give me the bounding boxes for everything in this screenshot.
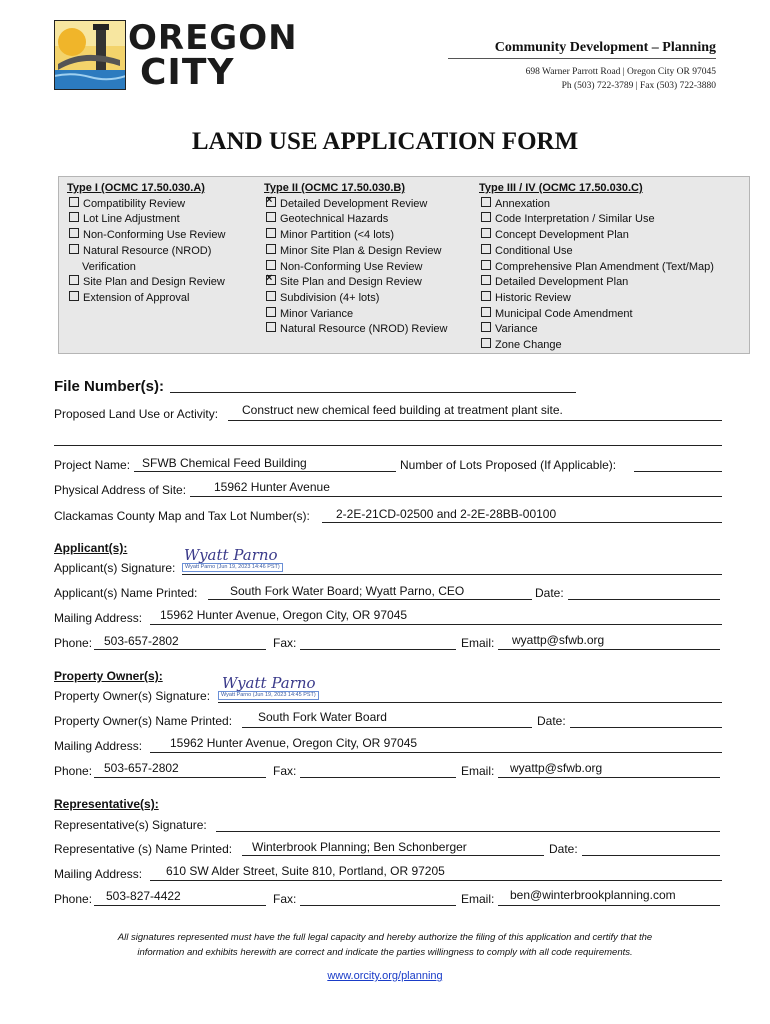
representative-email-field[interactable] — [498, 905, 720, 906]
applicant-email-label: Email: — [461, 636, 495, 650]
type-option-label: Variance — [495, 323, 538, 336]
applicant-name-value: South Fork Water Board; Wyatt Parno, CEO — [230, 584, 465, 598]
proposed-value: Construct new chemical feed building at treatment plant site. — [242, 403, 563, 417]
certification-note-line-2: information and exhibits herewith are correct and indicate the parties willingness to comply with all code requirements. — [137, 947, 633, 958]
site-address-field[interactable] — [190, 496, 722, 497]
applicant-fax-label: Fax: — [273, 636, 297, 650]
type-option — [67, 228, 225, 244]
type-option-label: Lot Line Adjustment — [83, 213, 180, 226]
project-name-label: Project Name: — [54, 458, 131, 472]
applicant-phone-field[interactable] — [94, 649, 266, 650]
owner-fax-field[interactable] — [300, 777, 456, 778]
checkbox[interactable] — [266, 291, 276, 301]
type-option-label: Minor Site Plan & Design Review — [280, 244, 442, 257]
type-option — [264, 307, 448, 323]
type-option-label: Compatibility Review — [83, 197, 186, 210]
checkbox[interactable] — [481, 291, 491, 301]
owner-date-label: Date: — [537, 714, 566, 728]
type-option — [264, 228, 448, 244]
applicant-signature: Wyatt Parno — [184, 546, 278, 564]
lots-label: Number of Lots Proposed (If Applicable): — [400, 458, 617, 472]
type-option — [479, 275, 714, 291]
type-option-label: Detailed Development Plan — [495, 276, 629, 289]
site-address-label: Physical Address of Site: — [54, 483, 187, 497]
type-option — [67, 212, 225, 228]
representative-mailing-value: 610 SW Alder Street, Suite 810, Portland, OR 97205 — [166, 864, 445, 878]
checkbox[interactable] — [481, 228, 491, 238]
type-option-label: Municipal Code Amendment — [495, 307, 633, 320]
type-option-label: Minor Partition (<4 lots) — [280, 229, 395, 242]
checkbox[interactable] — [481, 338, 491, 348]
representative-phone-label: Phone: — [54, 892, 93, 906]
city-logo — [54, 20, 126, 90]
applicant-mailing-value: 15962 Hunter Avenue, Oregon City, OR 97045 — [160, 608, 408, 622]
type-option — [264, 322, 448, 338]
type-ii-column — [264, 181, 448, 338]
applicant-name-label: Applicant(s) Name Printed: — [54, 586, 198, 600]
owner-mailing-field[interactable] — [150, 752, 722, 753]
owner-signature-label: Property Owner(s) Signature: — [54, 689, 211, 703]
checkbox[interactable] — [481, 275, 491, 285]
applicant-email-value: wyattp@sfwb.org — [512, 633, 605, 647]
checkbox[interactable] — [481, 244, 491, 254]
tax-lot-label: Clackamas County Map and Tax Lot Number(s): — [54, 509, 310, 523]
type-option-label: Annexation — [495, 197, 551, 210]
checkbox[interactable] — [481, 212, 491, 222]
representative-fax-label: Fax: — [273, 892, 297, 906]
type-option-label: Conditional Use — [495, 244, 573, 257]
owner-name-field[interactable] — [242, 727, 532, 728]
applicant-mailing-label: Mailing Address: — [54, 611, 143, 625]
type-heading: Type II (OCMC 17.50.030.B) — [264, 182, 406, 194]
type-heading: Type I (OCMC 17.50.030.A) — [67, 182, 205, 194]
type-option-label: Verification — [82, 260, 136, 273]
type-option — [479, 260, 714, 276]
owner-fax-label: Fax: — [273, 764, 297, 778]
type-option-label: Code Interpretation / Similar Use — [495, 213, 655, 226]
logo-word-oregon: OREGON — [128, 18, 298, 58]
project-name-field[interactable] — [134, 471, 396, 472]
representative-heading: Representative(s): — [54, 797, 159, 811]
owner-name-label: Property Owner(s) Name Printed: — [54, 714, 233, 728]
form-title: LAND USE APPLICATION FORM — [191, 128, 579, 155]
representative-mailing-label: Mailing Address: — [54, 867, 143, 881]
type-option — [67, 275, 225, 291]
checkbox[interactable] — [266, 212, 276, 222]
type-option — [479, 322, 714, 338]
applicant-date-label: Date: — [535, 586, 564, 600]
owner-signature: Wyatt Parno — [222, 674, 316, 692]
type-option-label: Natural Resource (NROD) — [83, 244, 212, 257]
applicant-fax-field[interactable] — [300, 649, 456, 650]
representative-date-field[interactable] — [582, 855, 720, 856]
owner-mailing-label: Mailing Address: — [54, 739, 143, 753]
file-number-field[interactable] — [170, 392, 576, 393]
type-option — [264, 291, 448, 307]
type-option-label: Non-Conforming Use Review — [280, 260, 423, 273]
representative-name-field[interactable] — [242, 855, 544, 856]
type-option-label: Detailed Development Review — [280, 197, 428, 210]
planning-website-link[interactable]: www.orcity.org/planning — [327, 970, 443, 982]
site-address-value: 15962 Hunter Avenue — [214, 480, 330, 494]
tax-lot-value: 2-2E-21CD-02500 and 2-2E-28BB-00100 — [336, 507, 557, 521]
applicant-signature-label: Applicant(s) Signature: — [54, 561, 176, 575]
applicant-name-field[interactable] — [208, 599, 532, 600]
representative-date-label: Date: — [549, 842, 578, 856]
owner-email-label: Email: — [461, 764, 495, 778]
type-iii-iv-column — [479, 181, 714, 354]
owner-mailing-value: 15962 Hunter Avenue, Oregon City, OR 97045 — [170, 736, 418, 750]
type-option-label: Minor Variance — [280, 307, 354, 320]
type-option — [479, 197, 714, 213]
owner-heading: Property Owner(s): — [54, 669, 163, 683]
proposed-field-line-2[interactable] — [54, 445, 722, 446]
representative-phone-value: 503-827-4422 — [106, 889, 181, 903]
representative-email-value: ben@winterbrookplanning.com — [510, 888, 676, 902]
type-option-label: Non-Conforming Use Review — [83, 229, 226, 242]
header-divider — [448, 58, 716, 59]
representative-signature-field[interactable] — [216, 831, 720, 832]
applicant-date-field[interactable] — [568, 599, 720, 600]
representative-name-value: Winterbrook Planning; Ben Schonberger — [252, 840, 467, 854]
type-option — [264, 212, 448, 228]
type-option — [479, 228, 714, 244]
type-option-label: Geotechnical Hazards — [280, 213, 389, 226]
checked-checkbox[interactable] — [266, 275, 276, 285]
type-option-label: Historic Review — [495, 291, 571, 304]
checkbox[interactable] — [69, 275, 79, 285]
type-option — [264, 244, 448, 260]
checkbox[interactable] — [69, 197, 79, 207]
type-heading: Type III / IV (OCMC 17.50.030.C) — [479, 182, 643, 194]
owner-date-field[interactable] — [570, 727, 722, 728]
representative-mailing-field[interactable] — [150, 880, 722, 881]
lots-field[interactable] — [634, 471, 722, 472]
applicant-signature-stamp: Wyatt Parno (Jun 19, 2023 14:46 PST) — [182, 563, 283, 572]
department-name: Community Development – Planning — [494, 40, 716, 55]
type-option — [479, 338, 714, 354]
checkbox[interactable] — [69, 244, 79, 254]
type-option — [264, 275, 448, 291]
representative-signature-label: Representative(s) Signature: — [54, 818, 207, 832]
checkbox[interactable] — [481, 197, 491, 207]
applicant-mailing-field[interactable] — [150, 624, 722, 625]
proposed-label: Proposed Land Use or Activity: — [54, 407, 219, 421]
owner-name-value: South Fork Water Board — [258, 710, 387, 724]
office-phone: Ph (503) 722-3789 | Fax (503) 722-3880 — [561, 81, 716, 91]
type-option-label: Subdivision (4+ lots) — [280, 291, 380, 304]
type-option-label: Comprehensive Plan Amendment (Text/Map) — [495, 260, 714, 273]
type-option — [479, 291, 714, 307]
checkbox[interactable] — [481, 307, 491, 317]
applicant-email-field[interactable] — [498, 649, 720, 650]
owner-signature-field[interactable] — [218, 702, 722, 703]
file-number-label: File Number(s): — [54, 378, 165, 395]
checkbox[interactable] — [266, 307, 276, 317]
checkbox[interactable] — [481, 260, 491, 270]
proposed-field[interactable] — [228, 420, 722, 421]
type-option — [67, 197, 225, 213]
type-option — [479, 212, 714, 228]
project-name-value: SFWB Chemical Feed Building — [142, 456, 307, 470]
type-option-label: Site Plan and Design Review — [83, 276, 225, 289]
type-option — [67, 244, 225, 260]
checkbox[interactable] — [266, 260, 276, 270]
type-option-label: Site Plan and Design Review — [280, 276, 422, 289]
applicant-heading: Applicant(s): — [54, 541, 128, 555]
owner-email-value: wyattp@sfwb.org — [510, 761, 603, 775]
checkbox[interactable] — [266, 322, 276, 332]
owner-phone-label: Phone: — [54, 764, 93, 778]
tax-lot-field[interactable] — [322, 522, 722, 523]
type-option-label: Zone Change — [495, 339, 562, 352]
owner-signature-stamp: Wyatt Parno (Jun 19, 2023 14:45 PST) — [218, 691, 319, 700]
checked-checkbox[interactable] — [266, 197, 276, 207]
applicant-phone-label: Phone: — [54, 636, 93, 650]
logo-word-city: CITY — [140, 52, 235, 93]
representative-fax-field[interactable] — [300, 905, 456, 906]
owner-phone-value: 503-657-2802 — [104, 761, 179, 775]
checkbox[interactable] — [69, 212, 79, 222]
type-option-label: Extension of Approval — [83, 291, 190, 304]
certification-note-line-1: All signatures represented must have the full legal capacity and hereby authorize the filing of this application and certify that the — [117, 932, 653, 943]
type-option-label: Concept Development Plan — [495, 229, 629, 242]
applicant-phone-value: 503-657-2802 — [104, 634, 179, 648]
applicant-signature-field[interactable] — [182, 574, 722, 575]
type-option — [479, 244, 714, 260]
owner-phone-field[interactable] — [94, 777, 266, 778]
representative-name-label: Representative (s) Name Printed: — [54, 842, 233, 856]
checkbox[interactable] — [69, 291, 79, 301]
office-address: 698 Warner Parrott Road | Oregon City OR 97045 — [525, 67, 716, 77]
checkbox[interactable] — [69, 228, 79, 238]
type-option — [67, 291, 225, 307]
type-option — [264, 260, 448, 276]
representative-email-label: Email: — [461, 892, 495, 906]
type-option-label: Natural Resource (NROD) Review — [280, 323, 448, 336]
representative-phone-field[interactable] — [94, 905, 266, 906]
application-type-box — [58, 176, 750, 354]
checkbox[interactable] — [266, 228, 276, 238]
type-option — [67, 260, 225, 276]
checkbox[interactable] — [481, 322, 491, 332]
type-option — [479, 307, 714, 323]
type-option — [264, 197, 448, 213]
owner-email-field[interactable] — [498, 777, 720, 778]
type-i-column — [67, 181, 225, 307]
checkbox[interactable] — [266, 244, 276, 254]
